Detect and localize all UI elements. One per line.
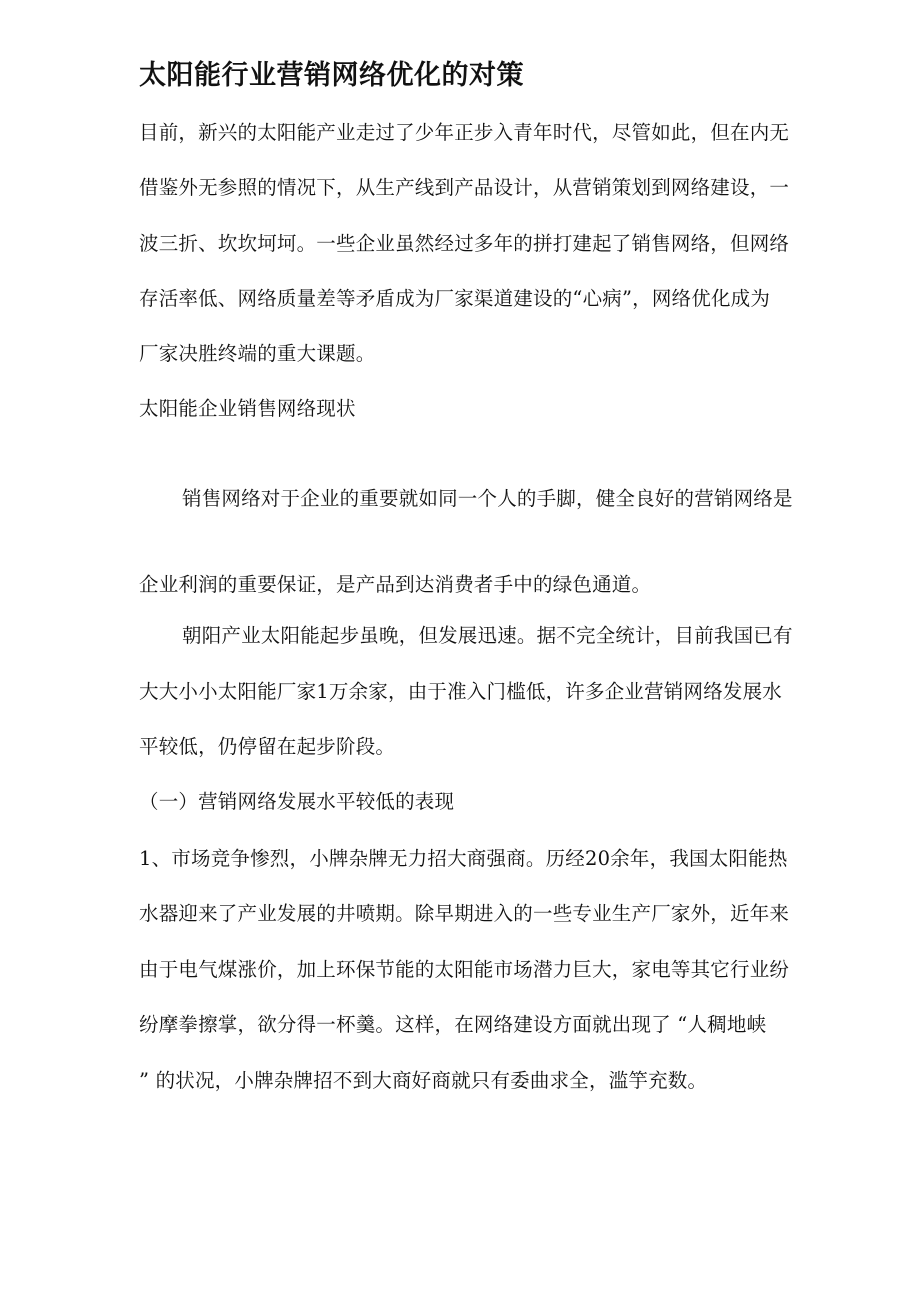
text-line: 销售网络对于企业的重要就如同一个人的手脚，健全良好的营销网络是 [182, 487, 793, 510]
text-line: 目前，新兴的太阳能产业走过了少年正步入青年时代，尽管如此，但在内无 [139, 121, 790, 144]
text-line: 波三折、坎坎坷坷。一些企业虽然经过多年的拼打建起了销售网络，但网络 [139, 232, 790, 255]
text-line: 厂家决胜终端的重大课题。 [139, 342, 376, 365]
text-line: 企业利润的重要保证，是产品到达消费者手中的绿色通道。 [139, 573, 652, 596]
text-line: 存活率低、网络质量差等矛盾成为厂家渠道建设的“心病”，网络优化成为 [139, 287, 771, 310]
text-line: 借鉴外无参照的情况下，从生产线到产品设计，从营销策划到网络建设，一 [139, 176, 790, 199]
text-line: 大大小小太阳能厂家1万余家，由于准入门槛低，许多企业营销网络发展水 [139, 680, 783, 703]
text-line: 水器迎来了产业发展的井喷期。除早期进入的一些专业生产厂家外，近年来 [139, 902, 790, 925]
text-line: 平较低，仍停留在起步阶段。 [139, 735, 396, 758]
text-line: 朝阳产业太阳能起步虽晚，但发展迅速。据不完全统计，目前我国已有 [182, 624, 793, 647]
page-title: 太阳能行业营销网络优化的对策 [139, 60, 524, 91]
text-line: 1、市场竞争惨烈，小牌杂牌无力招大商强商。历经20余年，我国太阳能热 [139, 847, 788, 870]
subheading: （一）营销网络发展水平较低的表现 [139, 790, 455, 813]
text-line: ” 的状况，小牌杂牌招不到大商好商就只有委曲求全，滥竽充数。 [139, 1069, 708, 1092]
text-line: 由于电气煤涨价，加上环保节能的太阳能市场潜力巨大，家电等其它行业纷 [139, 958, 790, 981]
section-heading: 太阳能企业销售网络现状 [139, 397, 356, 420]
text-line: 纷摩拳擦掌，欲分得一杯羹。这样，在网络建设方面就出现了 “人稠地峡 [139, 1013, 767, 1036]
